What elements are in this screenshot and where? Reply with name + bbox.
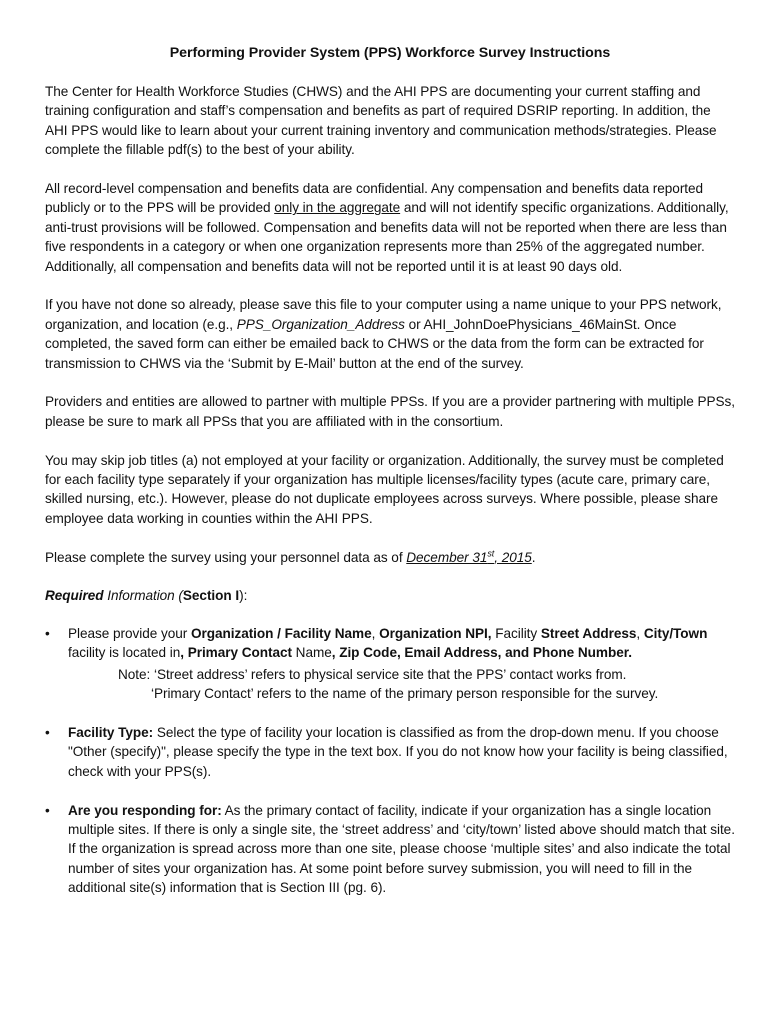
paragraph-data-date: Please complete the survey using your personnel data as of December 31st, 2015.: [45, 548, 536, 565]
paragraph-multiple-pps: Providers and entities are allowed to partner with multiple PPSs. If you are a provider partnering with multiple PPSs, please be sure to mark all PPSs that you are affiliated with in the consortium.: [45, 394, 735, 429]
paragraph-save-file: If you have not done so already, please save this file to your computer using a name unique to your PPS network, organization, and location (e.g., PPS_Organization_Address or AHI_JohnDoePhysicians_46MainSt. Once completed, the saved form can either be emailed back to CHWS or the data from the form can be extracted for transmission to CHWS via the ‘Submit by E-Mail’ button at the end of the survey.: [45, 297, 722, 371]
filename-example: PPS_Organization_Address: [236, 316, 405, 332]
bullet-icon: •: [45, 625, 50, 641]
bullet-icon: •: [45, 724, 50, 740]
note-primary-contact: ‘Primary Contact’ refers to the name of the primary person responsible for the survey.: [151, 686, 659, 702]
list-item-responding-for: • Are you responding for: As the primary contact of facility, indicate if your organization has a single location multiple sites. If there is only a single site, the ‘street address’ and ‘city/town’ listed above should match that site. If the organization is spread across more than one site, please choose ‘multiple sites’ and also indicate the total number of sites your organization has. At some point before survey submission, you will need to fill in the additional site(s) information that is Section III (pg. 6).: [45, 802, 735, 896]
document-page: [45, 44, 735, 917]
instruction-list: [45, 624, 735, 898]
data-as-of-date: December 31st, 2015: [406, 548, 532, 565]
paragraph-intro: The Center for Health Workforce Studies (CHWS) and the AHI PPS are documenting your current staffing and training configuration and staff’s compensation and benefits as part of required DSRIP reporting. In addition, the AHI PPS would like to learn about your current training inventory and communication methods/strategies. Please complete the fillable pdf(s) to the best of your ability.: [45, 84, 717, 158]
required-information-heading: Required Information (Section I):: [45, 588, 248, 604]
paragraph-confidentiality: All record-level compensation and benefits data are confidential. Any compensation and benefits data reported publicly or to the PPS will be provided only in the aggregate and will not identify specific organizations. Additionally, anti-trust provisions will be followed. Compensation and benefits data will not be reported when there are less than five respondents in a category or when one organization represents more than 25% of the aggregated number. Additionally, all compensation and benefits data will not be reported until it is at least 90 days old.: [45, 181, 729, 274]
note-street-address: Note: ‘Street address’ refers to physical service site that the PPS’ contact works from.: [118, 666, 627, 682]
paragraph-skip-titles: You may skip job titles (a) not employed at your facility or organization. Additionally, the survey must be completed for each facility type separately if your organization has multiple licenses/facility types (acute care, primary care, skilled nursing, etc.). However, please do not duplicate employees across surveys. Where possible, please share employee data working in counties within the AHI PPS.: [45, 452, 724, 526]
list-item-organization-info: • Please provide your Organization / Facility Name, Organization NPI, Facility Street Address, City/Town facility is located in, Primary Contact Name, Zip Code, Email Address, and Phone Number. Note: ‘Street address’ refers to physical service site that the PPS’ contact works from. ‘Primary Contact’ refers to the name of the primary person responsible for the survey.: [45, 624, 735, 704]
bullet-icon: •: [45, 802, 50, 818]
list-item-facility-type: • Facility Type: Select the type of facility your location is classified as from the drop-down menu. If you choose "Other (specify)", please specify the type in the text box. If you do not know how your facility is being classified, check with your PPS(s).: [45, 724, 728, 779]
document-title: Performing Provider System (PPS) Workforce Survey Instructions: [169, 45, 611, 61]
aggregate-emphasis: only in the aggregate: [274, 200, 401, 216]
